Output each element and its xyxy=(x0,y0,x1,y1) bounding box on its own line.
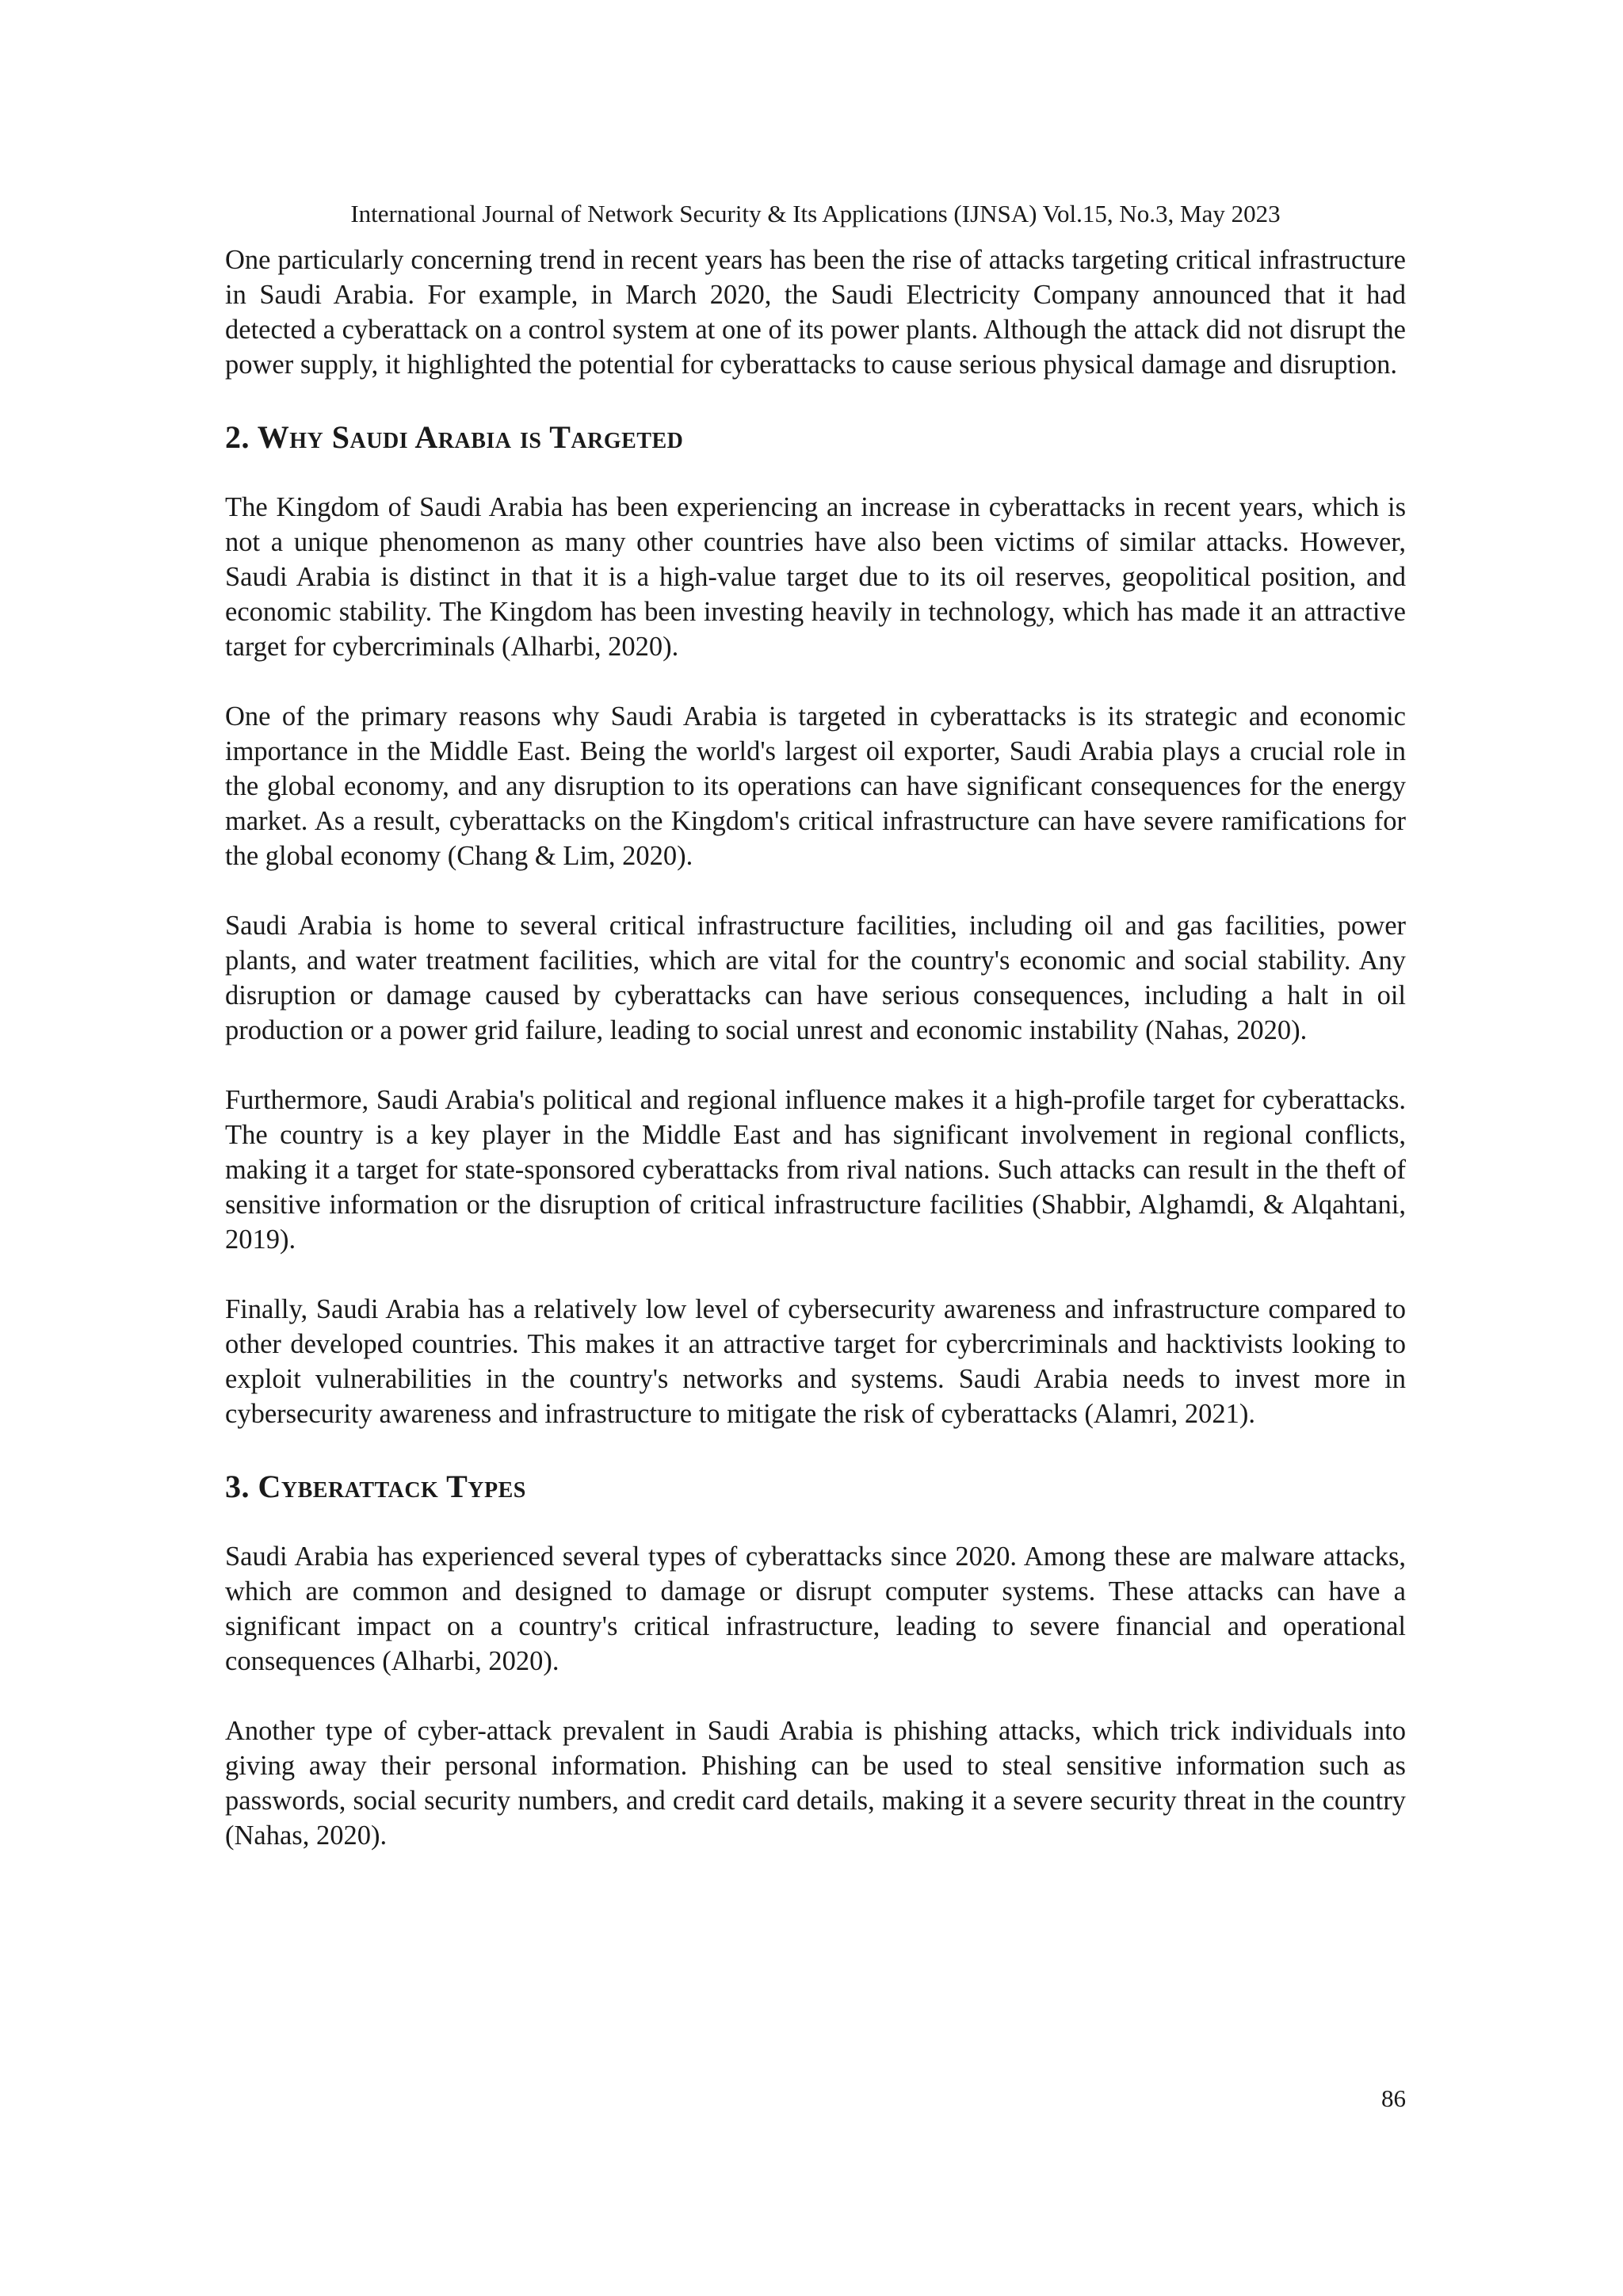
body-text xyxy=(225,243,1406,1888)
section2-paragraph-3: Saudi Arabia is home to several critical infrastructure facilities, including oil and gas facilities, power plants, and water treatment facilities, which are vital for the country's economic and social stability. Any disruption or damage caused by cyberattacks can have serious consequences, including a halt in oil production or a power grid failure, leading to social unrest and economic instability (Nahas, 2020). xyxy=(225,911,1406,1045)
section-heading-2: 2. Why Saudi Arabia is Targeted xyxy=(225,419,684,455)
intro-paragraph: One particularly concerning trend in recent years has been the rise of attacks targeting critical infrastructure in Saudi Arabia. For example, in March 2020, the Saudi Electricity Company announced that it had detected a cyberattack on a control system at one of its power plants. Although the attack did not disrupt the power supply, it highlighted the potential for cyberattacks to cause serious physical damage and disruption. xyxy=(225,245,1406,380)
section2-paragraph-2: One of the primary reasons why Saudi Arabia is targeted in cyberattacks is its strategic and economic importance in the Middle East. Being the world's largest oil exporter, Saudi Arabia plays a crucial role in the global economy, and any disruption to its operations can have significant consequences for the energy market. As a result, cyberattacks on the Kingdom's critical infrastructure can have severe ramifications for the global economy (Chang & Lim, 2020). xyxy=(225,701,1406,871)
section-heading-3: 3. Cyberattack Types xyxy=(225,1469,526,1504)
section2-paragraph-5: Finally, Saudi Arabia has a relatively low level of cybersecurity awareness and infrastructure compared to other developed countries. This makes it an attractive target for cybercriminals and hacktivists looking to exploit vulnerabilities in the country's networks and systems. Saudi Arabia needs to invest more in cybersecurity awareness and infrastructure to mitigate the risk of cyberattacks (Alamri, 2021). xyxy=(225,1294,1406,1429)
section3-paragraph-1: Saudi Arabia has experienced several types of cyberattacks since 2020. Among these are malware attacks, which are common and designed to damage or disrupt computer systems. These attacks can have a significant impact on a country's critical infrastructure, leading to severe financial and operational consequences (Alharbi, 2020). xyxy=(225,1541,1406,1676)
section3-paragraph-2: Another type of cyber-attack prevalent in Saudi Arabia is phishing attacks, which trick individuals into giving away their personal information. Phishing can be used to steal sensitive information such as passwords, social security numbers, and credit card details, making it a severe security threat in the country (Nahas, 2020). xyxy=(225,1716,1406,1851)
section2-paragraph-1: The Kingdom of Saudi Arabia has been experiencing an increase in cyberattacks in recent years, which is not a unique phenomenon as many other countries have also been victims of similar attacks. However, Saudi Arabia is distinct in that it is a high-value target due to its oil reserves, geopolitical position, and economic stability. The Kingdom has been investing heavily in technology, which has made it an attractive target for cybercriminals (Alharbi, 2020). xyxy=(225,492,1406,662)
running-header: International Journal of Network Security & Its Applications (IJNSA) Vol.15, No.3, May 2023 xyxy=(350,200,1281,227)
page-number: 86 xyxy=(1381,2084,1406,2112)
section2-paragraph-4: Furthermore, Saudi Arabia's political and regional influence makes it a high-profile target for cyberattacks. The country is a key player in the Middle East and has significant involvement in regional conflicts, making it a target for state-sponsored cyberattacks from rival nations. Such attacks can result in the theft of sensitive information or the disruption of critical infrastructure facilities (Shabbir, Alghamdi, & Alqahtani, 2019). xyxy=(225,1085,1406,1255)
